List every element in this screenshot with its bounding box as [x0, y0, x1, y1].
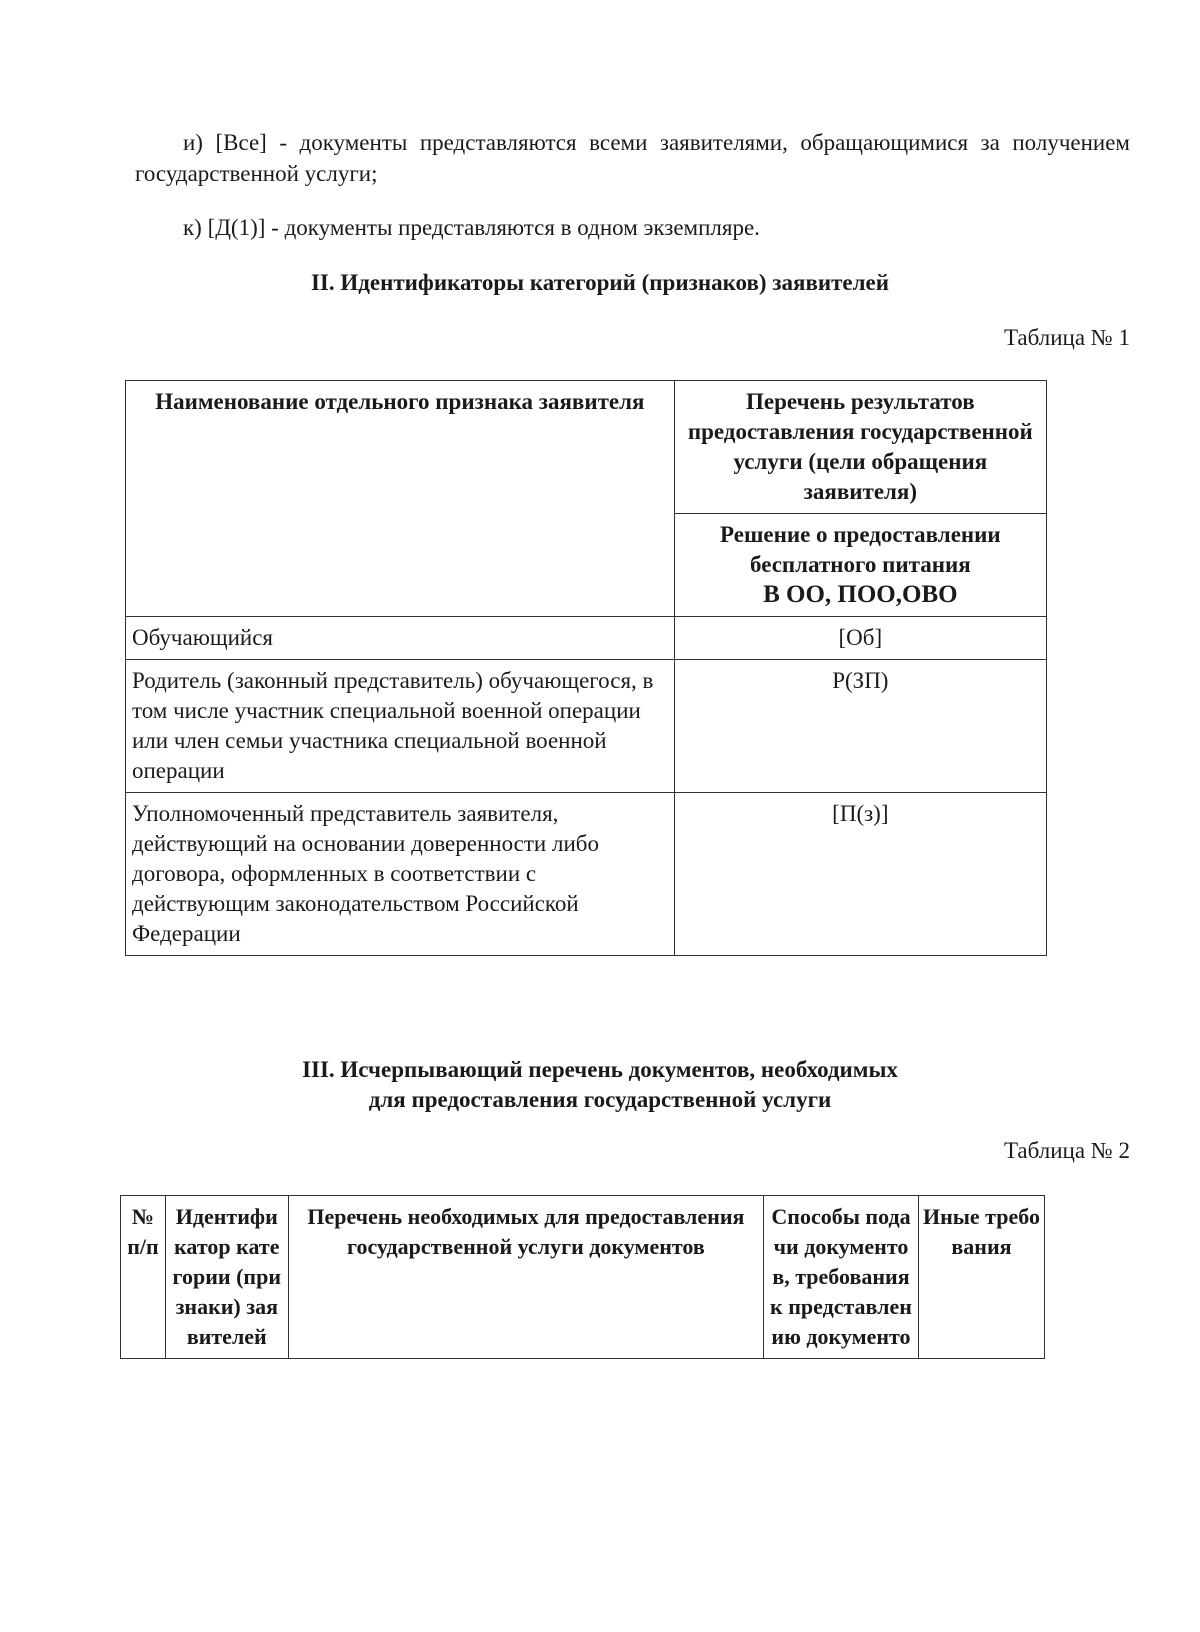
section-3-heading-line1: III. Исчерпывающий перечень документов, необходимых [302, 1057, 898, 1082]
header-documents-list: Перечень необходимых для предоставления государственной услуги документов [288, 1196, 763, 1359]
section-3-heading [120, 1055, 1080, 1115]
applicant-code-cell: [П(з)] [674, 793, 1046, 956]
applicant-name-cell: Уполномоченный представитель заявителя, действующий на основании доверенности либо договора, оформленных в соответствии с действующим законодательством Российской Федерации [126, 793, 675, 956]
applicant-code-cell: [Об] [674, 617, 1046, 660]
paragraph-item-k: к) [Д(1)] - документы представляются в одном экземпляре. [183, 215, 760, 240]
header-results-list: Перечень результатов предоставления государственной услуги (цели обращения заявителя) [674, 381, 1046, 514]
table-1-caption: Таблица № 1 [1003, 325, 1130, 350]
header-category-id: Идентификатор категории (признаки) заявителей [165, 1196, 288, 1359]
header-applicant-attribute: Наименование отдельного признака заявителя [126, 381, 675, 617]
applicant-code-cell: Р(ЗП) [674, 660, 1046, 793]
header-free-meals-line2: В ОО, ПОО,ОВО [763, 581, 958, 608]
applicant-name-cell: Родитель (законный представитель) обучающегося, в том числе участник специальной военной операции или член семьи участника специальной военной операции [126, 660, 675, 793]
table-row [126, 660, 1047, 793]
required-documents-table [120, 1195, 1045, 1359]
table-row [126, 793, 1047, 956]
paragraph-item-i: и) [Все] - документы представляются всеми заявителями, обращающимися за получением государственной услуги; [135, 130, 1130, 186]
header-other-requirements: Иные требования [918, 1196, 1044, 1359]
table-header-row [121, 1196, 1045, 1359]
header-submission-methods: Способы подачи документов, требования к представлению документо [764, 1196, 919, 1359]
applicant-categories-table [125, 380, 1047, 956]
table-row [126, 617, 1047, 660]
section-2-heading: II. Идентификаторы категорий (признаков) заявителей [310, 270, 890, 295]
applicant-name-cell: Обучающийся [126, 617, 675, 660]
section-3-heading-line2: для предоставления государственной услуги [368, 1087, 832, 1112]
table-header-row [126, 381, 1047, 514]
header-free-meals-line1: Решение о предоставлении бесплатного питания [720, 522, 1001, 577]
table-2-caption: Таблица № 2 [1003, 1138, 1130, 1163]
header-free-meals-decision [674, 514, 1046, 617]
header-number: № п/п [121, 1196, 166, 1359]
